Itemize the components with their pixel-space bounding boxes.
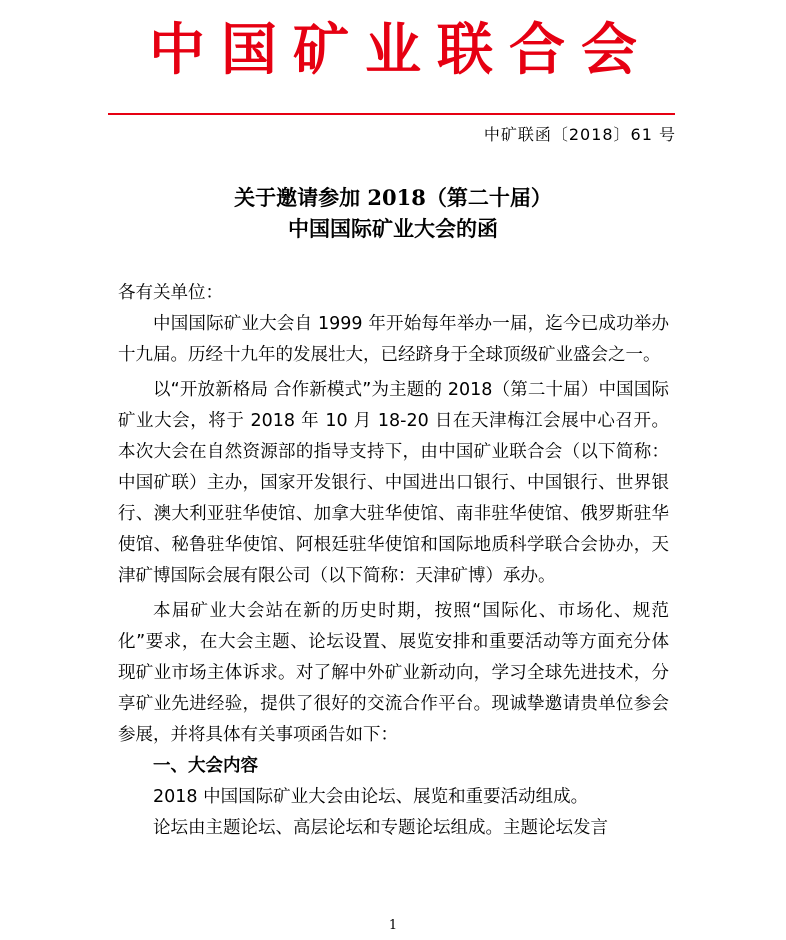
- letter-body: [118, 278, 669, 844]
- document-number: 中矿联函〔2018〕61 号: [483, 125, 676, 144]
- paragraph-conference-composition: 2018 中国国际矿业大会由论坛、展览和重要活动组成。: [153, 787, 589, 807]
- document-title-line-1: 关于邀请参加 2018（第二十届）: [234, 185, 552, 210]
- page-number: 1: [388, 918, 398, 933]
- document-title-line-2: 中国国际矿业大会的函: [288, 216, 498, 241]
- salutation: 各有关单位：: [118, 283, 223, 303]
- paragraph-conference-details: 以“开放新格局 合作新模式”为主题的 2018（第二十届）中国国际矿业大会，将于 2018 年 10 月 18-20 日在天津梅江会展中心召开。本次大会在自然资源部的指导支持下，由中国矿业联合会（以下简称：中国矿联）主办，国家开发银行、中国进出口银行、中国银行、世界银行、澳大利亚驻华使馆、加拿大驻华使馆、南非驻华使馆、俄罗斯驻华使馆、秘鲁驻华使馆、阿根廷驻华使馆和国际地质科学联合会协办，天津矿博国际会展有限公司（以下简称：天津矿博）承办。: [118, 380, 669, 586]
- paragraph-intro: 中国国际矿业大会自 1999 年开始每年举办一届，迄今已成功举办十九届。历经十九年的发展壮大，已经跻身于全球顶级矿业盛会之一。: [118, 314, 669, 365]
- paragraph-forum-composition: 论坛由主题论坛、高层论坛和专题论坛组成。主题论坛发言: [153, 818, 608, 838]
- section-heading-conference-content: 一、大会内容: [153, 756, 258, 776]
- letterhead-title: 中国矿业联合会: [149, 17, 653, 83]
- letterhead-red-divider: [108, 113, 675, 115]
- paragraph-invitation: 本届矿业大会站在新的历史时期，按照“国际化、市场化、规范化”要求，在大会主题、论坛设置、展览安排和重要活动等方面充分体现矿业市场主体诉求。对了解中外矿业新动向，学习全球先进技术，分享矿业先进经验，提供了很好的交流合作平台。现诚挚邀请贵单位参会参展，并将具体有关事项函告如下：: [118, 601, 669, 745]
